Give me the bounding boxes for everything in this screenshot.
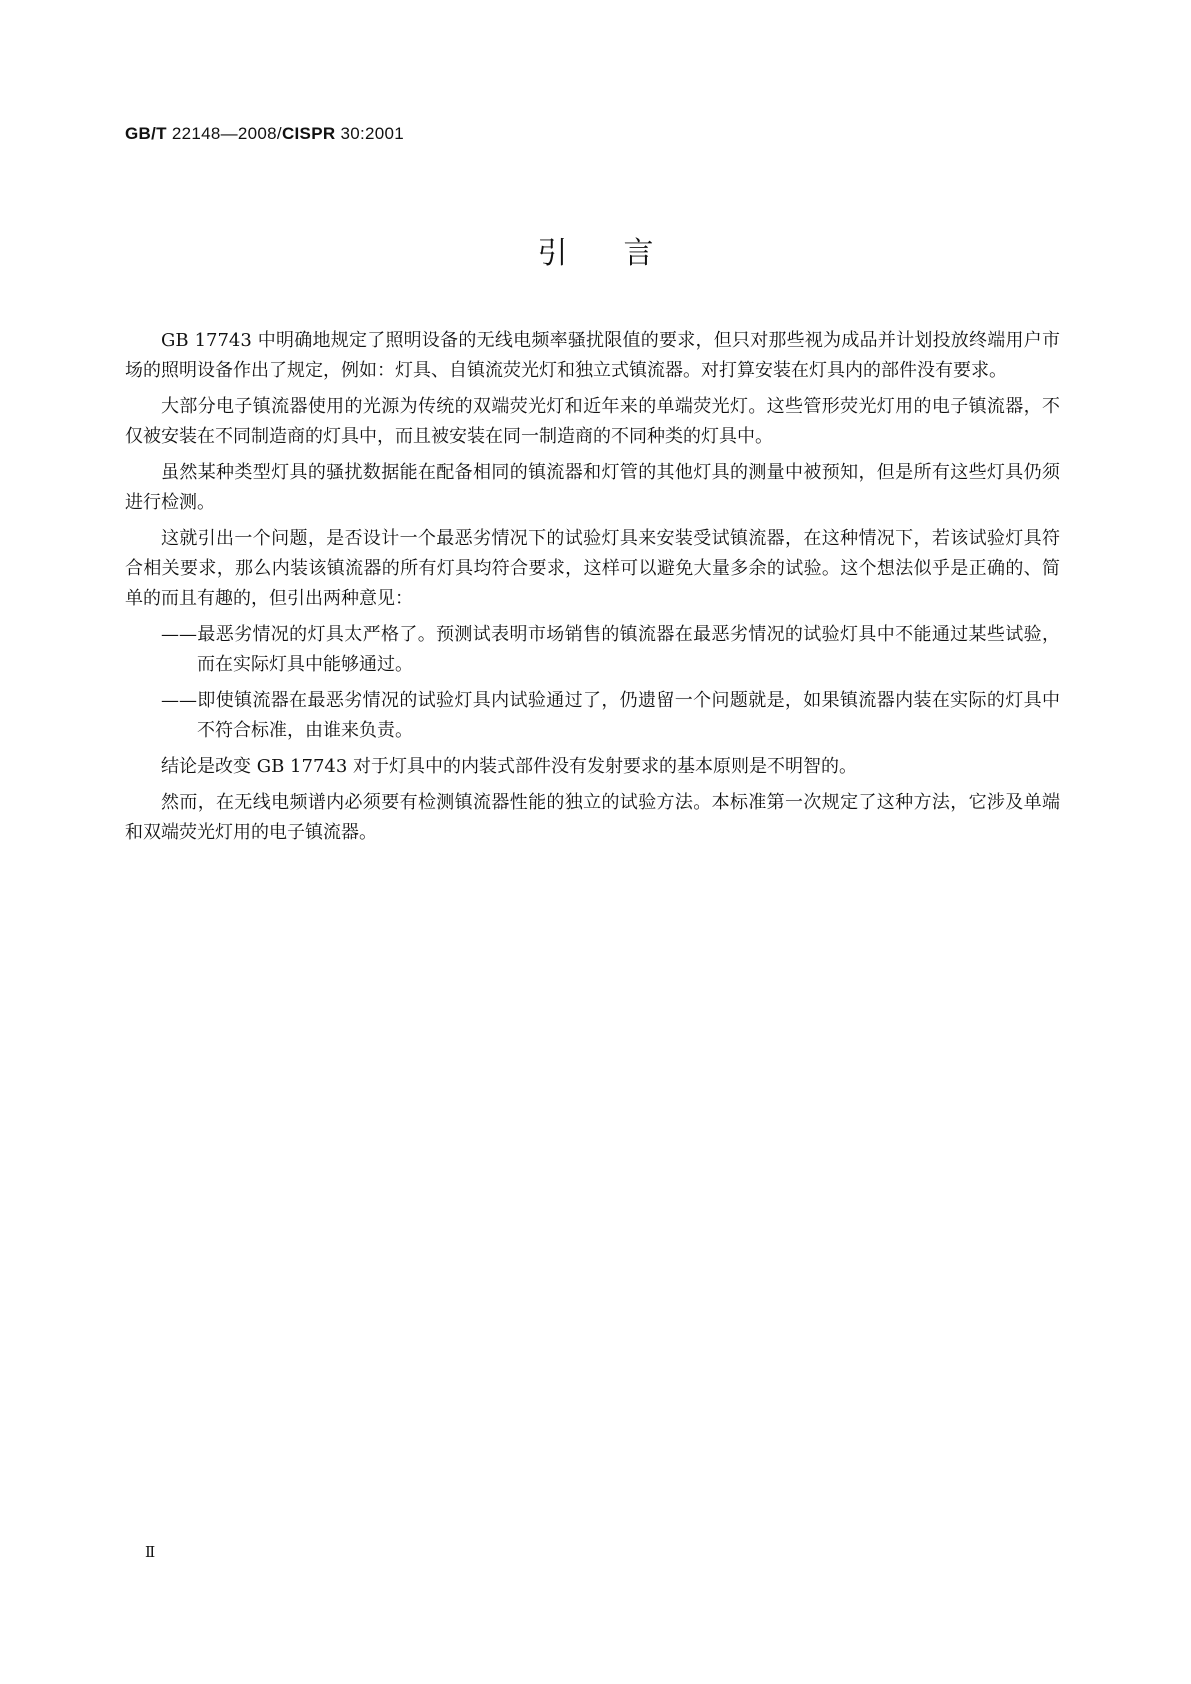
dash-item-1: ——最恶劣情况的灯具太严格了。预测试表明市场销售的镇流器在最恶劣情况的试验灯具中不能通过某些试验，而在实际灯具中能够通过。 (161, 624, 1060, 675)
document-code-prefix: GB/T (125, 124, 167, 143)
paragraph-5: 结论是改变 GB 17743 对于灯具中的内装式部件没有发射要求的基本原则是不明智的。 (161, 756, 858, 777)
paragraph-3: 虽然某种类型灯具的骚扰数据能在配备相同的镇流器和灯管的其他灯具的测量中被预知，但是所有这些灯具仍须进行检测。 (125, 462, 1060, 513)
document-code (125, 124, 404, 144)
page-number: Ⅱ (145, 1543, 156, 1561)
paragraph-2: 大部分电子镇流器使用的光源为传统的双端荧光灯和近年来的单端荧光灯。这些管形荧光灯用的电子镇流器，不仅被安装在不同制造商的灯具中，而且被安装在同一制造商的不同种类的灯具中。 (125, 396, 1060, 447)
dash-item-2: ——即使镇流器在最恶劣情况的试验灯具内试验通过了，仍遗留一个问题就是，如果镇流器内装在实际的灯具中不符合标准，由谁来负责。 (161, 690, 1060, 741)
document-code-number: 22148—2008/ (166, 124, 282, 143)
paragraph-4: 这就引出一个问题，是否设计一个最恶劣情况下的试验灯具来安装受试镇流器，在这种情况下，若该试验灯具符合相关要求，那么内装该镇流器的所有灯具均符合要求，这样可以避免大量多余的试验。这个想法似乎是正确的、简单的而且有趣的，但引出两种意见： (125, 528, 1060, 609)
body-text (125, 326, 1060, 854)
page-title: 引言 (537, 236, 710, 271)
document-code-cispr: CISPR (281, 124, 336, 143)
document-code-cispr-number: 30:2001 (335, 124, 404, 143)
paragraph-6: 然而，在无线电频谱内必须要有检测镇流器性能的独立的试验方法。本标准第一次规定了这种方法，它涉及单端和双端荧光灯用的电子镇流器。 (125, 792, 1060, 843)
paragraph-1: GB 17743 中明确地规定了照明设备的无线电频率骚扰限值的要求，但只对那些视为成品并计划投放终端用户市场的照明设备作出了规定，例如：灯具、自镇流荧光灯和独立式镇流器。对打算安装在灯具内的部件没有要求。 (125, 330, 1060, 381)
